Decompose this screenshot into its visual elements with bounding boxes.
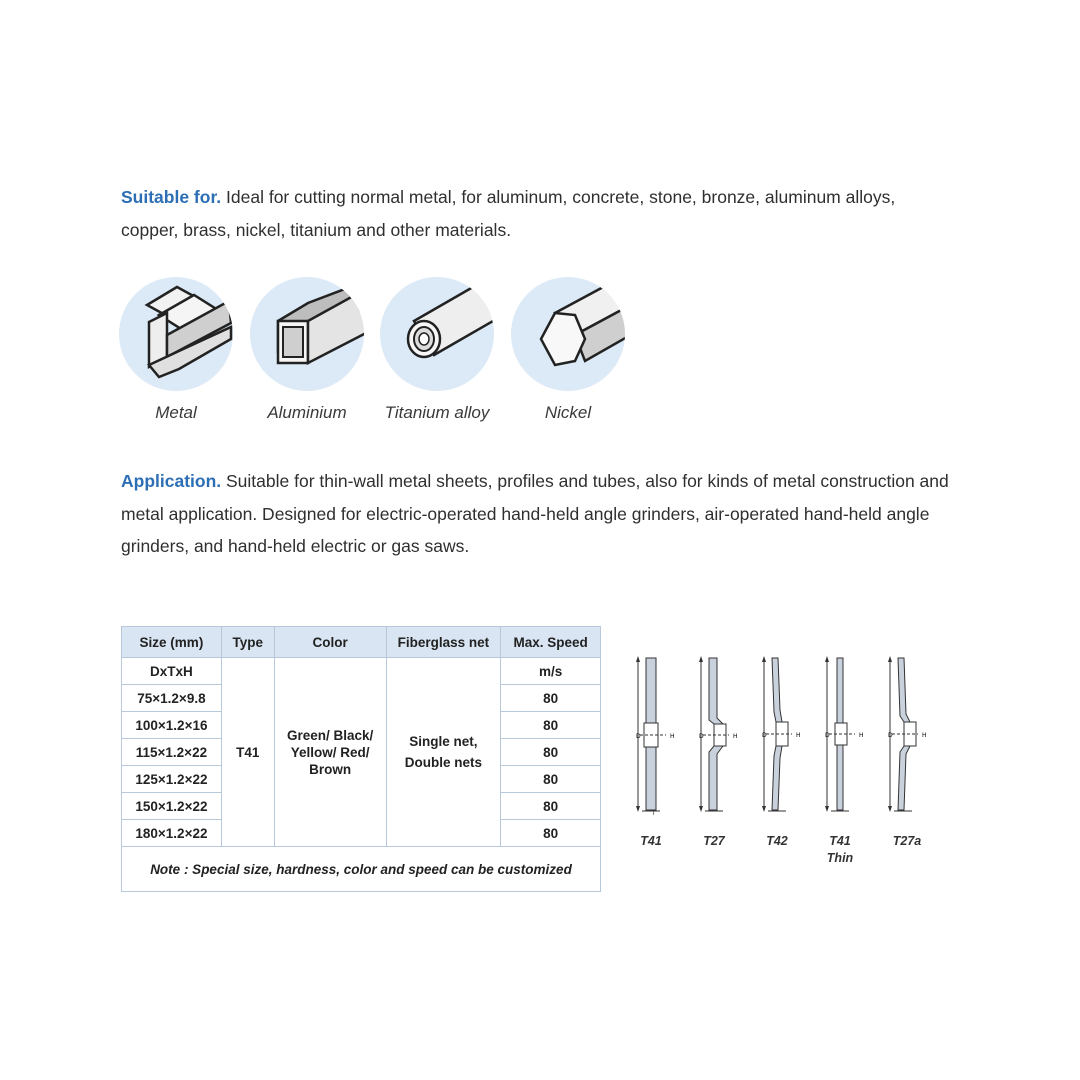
size-cell: 125×1.2×22 [122, 766, 222, 793]
suitable-for-text: Ideal for cutting normal metal, for aluminum, concrete, stone, bronze, aluminum alloys, copper, brass, nickel, titanium and other materials. [121, 187, 896, 240]
material-label: Metal [155, 403, 197, 422]
diagram-t41-thin [815, 650, 865, 820]
d-mark: D [825, 732, 830, 739]
diagram-label: T42 [766, 834, 788, 848]
material-label: Titanium alloy [384, 403, 490, 422]
size-cell: 115×1.2×22 [122, 739, 222, 766]
square-tube-icon [250, 277, 364, 391]
diagram-label: T27a [892, 834, 922, 848]
color-cell: Green/ Black/ Yellow/ Red/ Brown [274, 658, 386, 847]
header-type: Type [221, 627, 274, 658]
table-note: Note : Special size, hardness, color and speed can be customized [122, 847, 601, 892]
size-cell: 75×1.2×9.8 [122, 685, 222, 712]
d-mark: D [888, 732, 893, 739]
h-mark: H [670, 733, 675, 740]
diagram-t42 [752, 650, 802, 820]
diagram-t41 [626, 650, 676, 820]
material-aluminium [250, 277, 364, 424]
hex-bar-icon [511, 277, 625, 391]
diagram-t27a [878, 650, 928, 820]
material-titanium-alloy [380, 277, 494, 424]
table-note-row [122, 847, 601, 892]
h-mark: H [859, 732, 864, 739]
header-max-speed: Max. Speed [501, 627, 601, 658]
d-mark: D [636, 733, 641, 740]
diagram-t27 [689, 650, 739, 820]
spec-table [121, 626, 601, 892]
d-mark: D [762, 732, 767, 739]
t-mark: T [652, 811, 656, 817]
size-cell: 180×1.2×22 [122, 820, 222, 847]
h-mark: H [796, 732, 801, 739]
size-unit-cell: DxTxH [122, 658, 222, 685]
suitable-for-heading: Suitable for. [121, 187, 222, 207]
round-tube-icon [380, 277, 494, 391]
suitable-for-paragraph [121, 181, 951, 246]
speed-cell: 80 [501, 739, 601, 766]
speed-cell: 80 [501, 793, 601, 820]
speed-cell: 80 [501, 820, 601, 847]
diagram-label: T27 [703, 834, 725, 848]
header-fiberglass-net: Fiberglass net [386, 627, 501, 658]
header-color: Color [274, 627, 386, 658]
h-mark: H [922, 732, 927, 739]
material-metal [119, 277, 233, 424]
table-row [122, 658, 601, 685]
diagram-label: T41 [829, 834, 851, 848]
size-cell: 100×1.2×16 [122, 712, 222, 739]
speed-cell: 80 [501, 766, 601, 793]
speed-unit-cell: m/s [501, 658, 601, 685]
h-beam-icon [119, 277, 233, 391]
type-cell: T41 [221, 658, 274, 847]
header-size: Size (mm) [122, 627, 222, 658]
diagram-sublabel: Thin [826, 851, 854, 865]
size-cell: 150×1.2×22 [122, 793, 222, 820]
application-text: Suitable for thin-wall metal sheets, profiles and tubes, also for kinds of metal construction and metal application. Designed for electric-operated hand-held angle grinders, air-operated hand-held angle grinders, and hand-held electric or gas saws. [121, 471, 949, 556]
diagram-label: T41 [640, 834, 662, 848]
material-nickel [511, 277, 625, 424]
material-label: Aluminium [267, 403, 347, 422]
table-header-row [122, 627, 601, 658]
h-mark: H [733, 733, 738, 740]
application-paragraph [121, 465, 951, 563]
net-cell: Single net, Double nets [386, 658, 501, 847]
application-heading: Application. [121, 471, 222, 491]
d-mark: D [699, 733, 704, 740]
speed-cell: 80 [501, 712, 601, 739]
speed-cell: 80 [501, 685, 601, 712]
material-label: Nickel [544, 403, 592, 422]
